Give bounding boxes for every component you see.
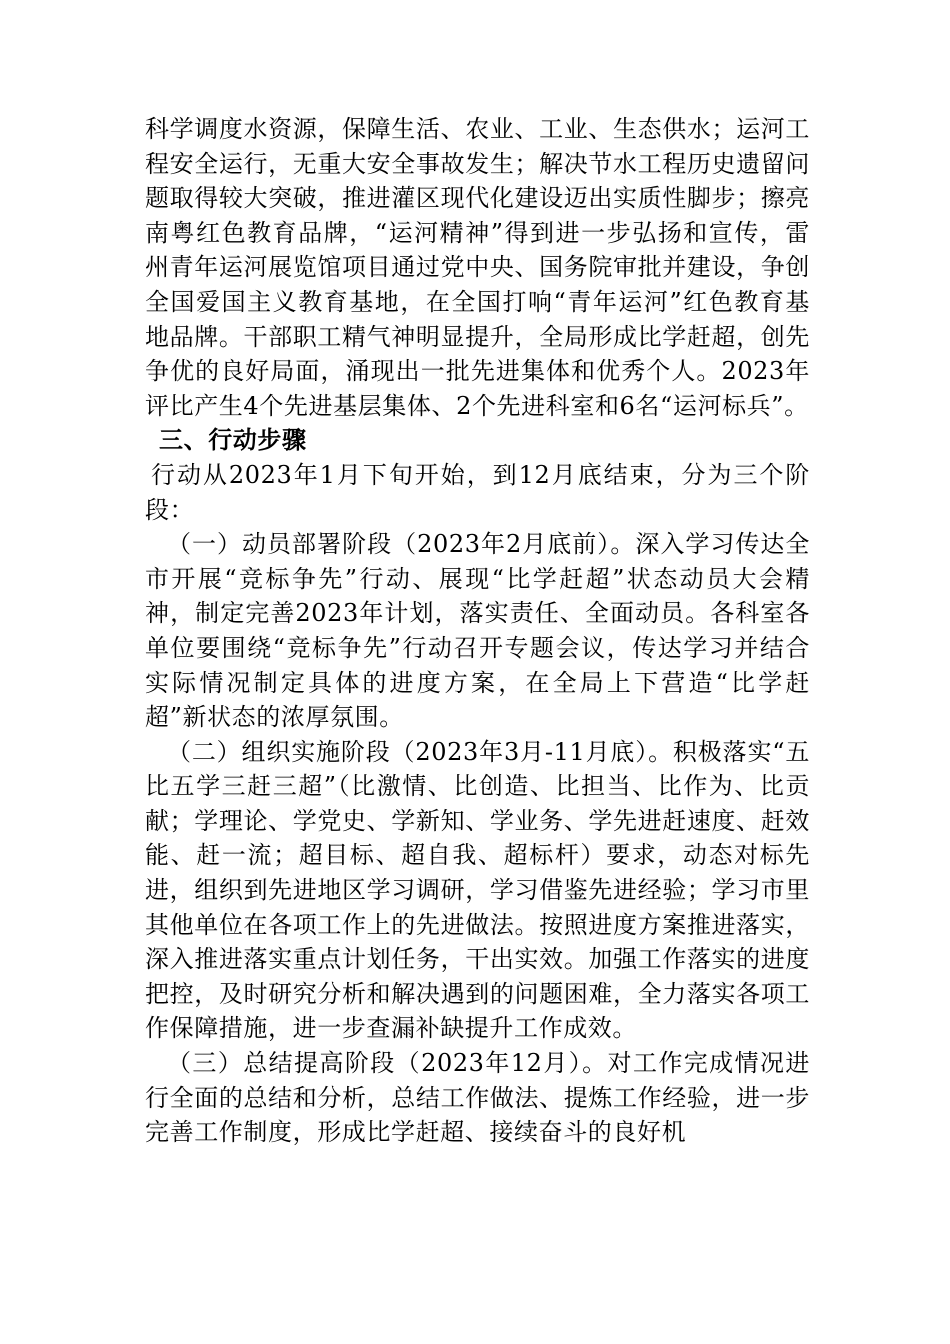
document-page <box>145 112 810 1150</box>
paragraph-stage-summary: （三）总结提高阶段（2023年12月）。对工作完成情况进行全面的总结和分析，总结工作做法、提炼工作经验，进一步完善工作制度，形成比学赶超、接续奋斗的良好机 <box>145 1049 810 1147</box>
paragraph-stage-mobilization: （一）动员部署阶段（2023年2月底前）。深入学习传达全市开展“竞标争先”行动、展现“比学赶超”状态动员大会精神，制定完善2023年计划，落实责任、全面动员。各科室各单位要围绕“竞标争先”行动召开专题会议，传达学习并结合实际情况制定具体的进度方案，在全局上下营造“比学赶超”新状态的浓厚氛围。 <box>145 530 810 732</box>
paragraph-goals-continued: 科学调度水资源，保障生活、农业、工业、生态供水；运河工程安全运行，无重大安全事故发生；解决节水工程历史遗留问题取得较大突破，推进灌区现代化建设迈出实质性脚步；擦亮南粤红色教育品牌，“运河精神”得到进一步弘扬和宣传，雷州青年运河展览馆项目通过党中央、国务院审批并建设，争创全国爱国主义教育基地，在全国打响“青年运河”红色教育基地品牌。干部职工精气神明显提升，全局形成比学赶超，创先争优的良好局面，涌现出一批先进集体和优秀个人。2023年评比产生4个先进基层集体、2个先进科室和6名“运河标兵”。 <box>145 115 810 420</box>
section-heading-action-steps: 三、行动步骤 <box>159 426 307 455</box>
paragraph-stage-implementation: （二）组织实施阶段（2023年3月-11月底）。积极落实“五比五学三赶三超”（比激情、比创造、比担当、比作为、比贡献；学理论、学党史、学新知、学业务、学先进赶速度、赶效能、赶一流；超目标、超自我、超标杆）要求，动态对标先进，组织到先进地区学习调研，学习借鉴先进经验；学习市里其他单位在各项工作上的先进做法。按照进度方案推进落实，深入推进落实重点计划任务，干出实效。加强工作落实的进度把控，及时研究分析和解决遇到的问题困难，全力落实各项工作保障措施，进一步查漏补缺提升工作成效。 <box>145 737 810 1043</box>
paragraph-action-overview: 行动从2023年1月下旬开始，到12月底结束，分为三个阶段： <box>145 460 810 524</box>
